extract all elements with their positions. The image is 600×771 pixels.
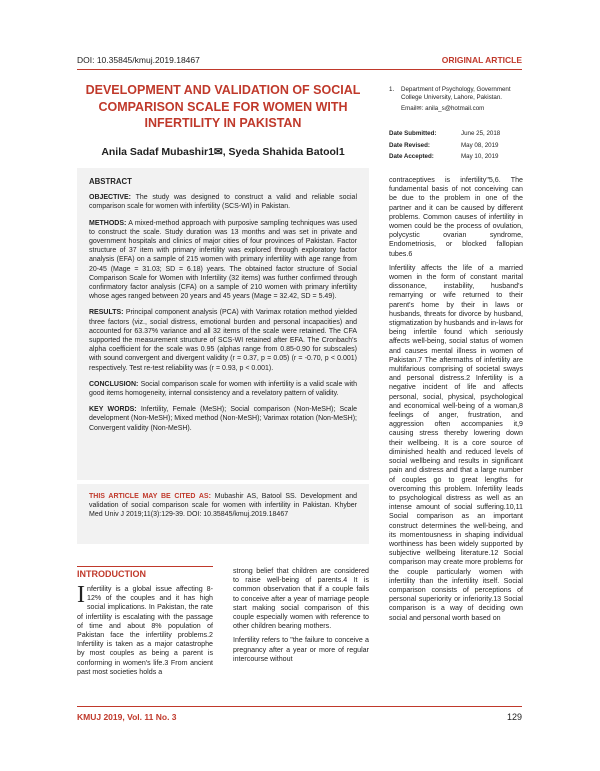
date-accepted: Date Accepted: May 10, 2019 (389, 153, 499, 161)
header-rule (77, 69, 522, 70)
middle-column (233, 567, 369, 669)
date-revised: Date Revised: May 08, 2019 (389, 141, 499, 149)
abstract-results: RESULTS: Principal component analysis (PCA) with Varimax rotation method yielded three factors (viz., social distress, emotional burden and personal incapacities) and accounted for 63.37% variance and all 32 items of the scale were retained. The CFA supported the measurement structure of SCS-WI retained after EFA. The Cronbach's alpha coefficient for the scale was 0.95 (alphas range from 0.85-0.90 for subscales) with sound convergent and divergent validity (r = 0.37, p = 0.05) (r = -0.70, p < 0.001) respectively. Test re-test reliability was (r = 0.93, p < 0.001). (89, 309, 357, 372)
drop-cap: I (77, 582, 85, 608)
middle-paragraph-1: strong belief that children are considered to raise well-being of parents.4 It is common observation that if a couple fails to conceive after a year of marriage people start making social comparison of this couple especially women with reference to other children bearing mothers. (233, 567, 369, 631)
abstract-methods: METHODS: A mixed-method approach with purposive sampling techniques was used to construct the scale. Study duration was 13 months and was set in private and government hospitals and clinics of major cities of four provinces of Pakistan. Factor structure of 37 item with primary infertility was explored through exploratory factor analysis (EFA) on a sample of 215 women with primary infertility with age range from 20-45 (Mage = 31.03; SD = 6.18) years. The obtained factor structure of Social Comparison Scale for Women with Infertility (32 items) was further confirmed through confirmatory factor analysis (CFA) on a sample of 210 women with primary infertility whose ages ranged between 20 years and 45 years (Mage = 32.42, SD = 5.49). (89, 219, 357, 301)
intro-heading: INTRODUCTION (77, 566, 213, 579)
footer-rule (77, 706, 522, 707)
affiliation-text: Department of Psychology, Government College University, Lahore, Pakistan. (401, 86, 511, 102)
dates (389, 128, 523, 163)
authors: Anila Sadaf Mubashir1✉, Syeda Shahida Batool1 (101, 146, 345, 158)
right-column (389, 176, 523, 628)
doi: DOI: 10.35845/kmuj.2019.18467 (77, 55, 200, 65)
email[interactable]: Email✉: anila_s@hotmail.com (401, 105, 485, 113)
page-number: 129 (506, 712, 522, 722)
date-submitted: Date Submitted: June 25, 2018 (389, 130, 501, 137)
intro-paragraph: nfertility is a global issue affecting 8-12% of the couples and it has high social implications. In Pakistan, the rate of infertility is escalating with the passage of time and about 8% population of Pakistan face the infertility problems.2 Infertility is taken as a major catastrophe by most couples as being a parent is conforming in women's life.3 From ancient past most societies holds a (77, 585, 213, 676)
citation-text: Mubashir AS, Batool SS. Development and validation of social comparison scale for women with infertility in Pakistan. Khyber Med Univ J 2019;11(3):129-39. DOI: 10.35845/kmuj.2019.18467 (89, 493, 358, 519)
citation-box (77, 484, 369, 544)
middle-paragraph-2: Infertility refers to "the failure to conceive a pregnancy after a year or more of regular intercourse without (233, 636, 369, 663)
abstract-box (77, 168, 369, 480)
abstract-keywords: KEY WORDS: Infertility, Female (MeSH); Social comparison (Non-MeSH); Scale development (Non-MeSH); Mixed method (Non-MeSH); Varimax rotation (Non-MeSH); Convergent validity (Non-MeSH). (89, 406, 357, 432)
affiliation-number: 1. (389, 86, 395, 93)
right-paragraph-2: Infertility affects the life of a married women in the form of constant marital dissonance, instability, husband's remarrying or wife returned to their parent's home by their in laws or husbands, threats for divorce by husband, stigmatization by husbands and in-laws for being infertile found which seriously affects well-being, social status of women and causes mental illness in women of Pakistan.7 The aftermaths of infertility are multifarious comprising of societal sways and personal distress.2 Infertility is a negative incident of life and affects personal, social, physical, psychological and economical well-being of a woman,8 feelings of anger, frustration, and aggression often accompanies it,9 causing stress thereby lowering down their wellbeing. It is a core source of diminished health and reduced levels of social wellbeing and results in significant pain and distress and that a large number of couples go to great lengths for overcoming this problem. Infertility leads to psychological distress as well as an intense amount of social suffering.10,11 Social comparison as an important construct determines the well-being, and its momentousness in shaping individual worthiness has been widely supported by subjective wellbeing literature.12 Social comparison may create more problems for the couple particularly women with infertility than the infertility itself. Social comparison consists of perceptions of personal superiority or inferiority.13 Social comparison is a way of deciding own social and personal worth based on (389, 263, 523, 622)
article-title: DEVELOPMENT AND VALIDATION OF SOCIAL COMPARISON SCALE FOR WOMEN WITH INFERTILITY IN PAKISTAN (85, 83, 361, 130)
citation-label: THIS ARTICLE MAY BE CITED AS: (89, 493, 211, 500)
abstract-title: ABSTRACT (89, 177, 132, 186)
affiliation (389, 86, 523, 114)
article-type: ORIGINAL ARTICLE (441, 55, 522, 65)
abstract-objective: OBJECTIVE: The study was designed to construct a valid and reliable social comparison scale for women with infertility (SCS-WI) in Pakistan. (89, 194, 357, 211)
abstract-conclusion: CONCLUSION: Social comparison scale for women with infertility is a valid scale with good items homogeneity, internal consistency and a revelatory pattern of validity. (89, 380, 357, 398)
intro-body (77, 582, 213, 677)
footer-journal: KMUJ 2019, Vol. 11 No. 3 (77, 712, 177, 722)
right-paragraph-1: contraceptives is infertility"5,6. The fundamental basis of not conceiving can be due to the problem in one of the partner and it can be caused by different problems. Common causes of infertility in women could be the process of ovulation, polycystic ovarian syndrome, Endometriosis, or blocked fallopian tubes.6 (389, 176, 523, 258)
